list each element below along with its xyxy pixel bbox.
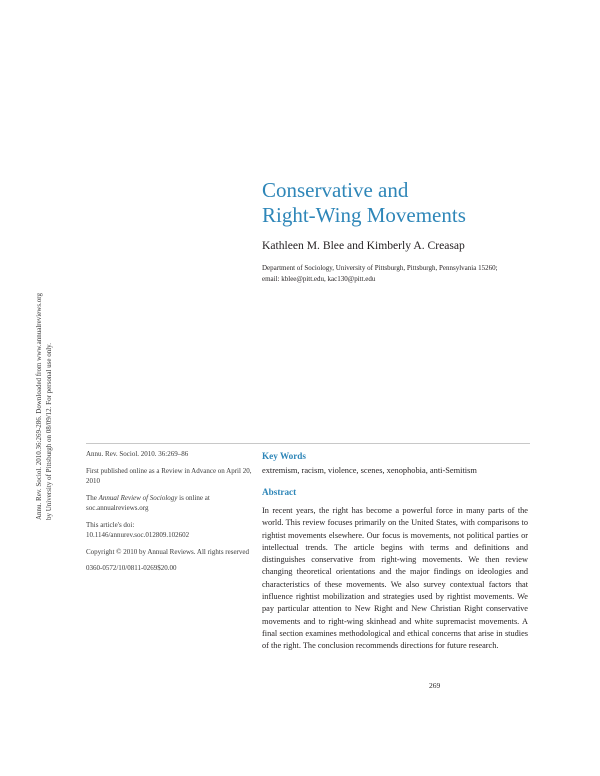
journal-prefix: The — [86, 493, 99, 502]
affiliation-line-2: email: kblee@pitt.edu, kac130@pitt.edu — [262, 275, 376, 283]
affiliation-line-1: Department of Sociology, University of Pittsburgh, Pittsburgh, Pennsylvania 15260; — [262, 264, 498, 272]
doi-block — [86, 520, 258, 541]
first-published-note: First published online as a Review in Advance on April 20, 2010 — [86, 466, 252, 485]
article-metadata — [86, 449, 258, 580]
keywords-heading: Key Words — [262, 451, 306, 461]
journal-suffix: is online at soc.annualreviews.org — [86, 493, 210, 512]
authors: Kathleen M. Blee and Kimberly A. Creasap — [262, 239, 465, 252]
article-title-line-2: Right-Wing Movements — [262, 203, 466, 227]
issn-code: 0360-0572/10/0811-0269$20.00 — [86, 564, 177, 572]
download-notice-line-1: Annu. Rev. Sociol. 2010.36:269-286. Downloaded from www.annualreviews.org — [35, 292, 43, 520]
doi-label: This article's doi: — [86, 520, 135, 529]
affiliation — [262, 263, 498, 285]
journal-online-note — [86, 493, 258, 514]
copyright-note: Copyright © 2010 by Annual Reviews. All rights reserved — [86, 547, 249, 556]
abstract-text: In recent years, the right has become a powerful force in many parts of the world. This review focuses primarily on the United States, with comparisons to rightist movements elsewhere. Our focus is movements, not political parties or intellectual trends. The article begins with terms and definitions and distinguishes conservative from right-wing movements. We then review changing theoretical orientations and the major findings on ideologies and characteristics of these movements. We also survey contextual factors that influence rightist mobilization and strategies used by rightist movements. We pay particular attention to New Right and New Christian Right conservative movements and to right-wing skinhead and white supremacist movements. A final section examines methodological and ethical concerns that arise in studies of the right. The conclusion recommends directions for future research. — [262, 506, 528, 651]
journal-name: Annual Review of Sociology — [98, 493, 178, 502]
citation: Annu. Rev. Sociol. 2010. 36:269–86 — [86, 450, 189, 458]
section-divider — [86, 443, 530, 444]
download-notice — [34, 250, 54, 520]
page-number: 269 — [429, 681, 441, 690]
article-title-line-1: Conservative and — [262, 178, 409, 202]
keywords-list: extremism, racism, violence, scenes, xenophobia, anti-Semitism — [262, 466, 477, 475]
doi-value: 10.1146/annurev.soc.012809.102602 — [86, 531, 190, 539]
download-notice-line-2: by University of Pittsburgh on 08/09/12. For personal use only. — [45, 343, 53, 520]
article-title — [262, 178, 466, 228]
abstract-heading: Abstract — [262, 487, 297, 497]
